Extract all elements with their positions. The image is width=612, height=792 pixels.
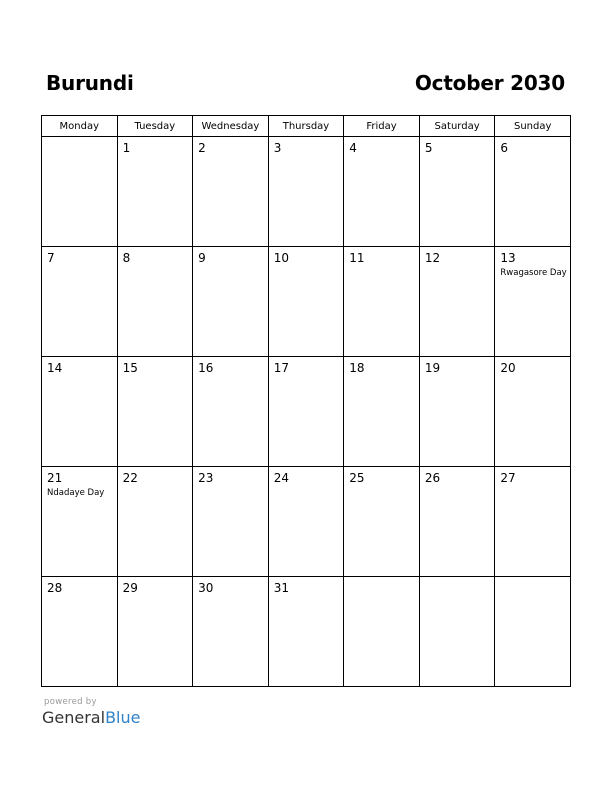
weekday-header: Wednesday [193,116,269,137]
weekday-header: Friday [344,116,420,137]
day-number: 11 [349,251,365,265]
weekday-header-row [42,116,571,137]
week-row [42,247,571,357]
calendar-grid [41,115,571,687]
day-number: 25 [349,471,365,485]
day-cell [419,577,495,687]
day-cell [495,577,571,687]
day-cell [42,357,118,467]
day-cell [268,357,344,467]
day-number: 7 [47,251,55,265]
day-cell [419,357,495,467]
brand-general-text: General [42,708,106,727]
day-number: 22 [122,471,138,485]
day-cell [495,357,571,467]
day-number: 3 [273,141,282,155]
day-cell [344,467,420,577]
day-cell [117,467,193,577]
day-cell [495,467,571,577]
brand-blue-text: Blue [105,708,141,727]
day-number: 28 [47,581,63,595]
day-cell [495,247,571,357]
day-number: 23 [198,471,214,485]
country-title: Burundi [46,71,134,95]
day-number: 13 [500,251,516,265]
day-cell [193,577,269,687]
day-number: 29 [122,581,138,595]
day-number: 5 [424,141,433,155]
day-cell [42,577,118,687]
day-number: 6 [500,141,509,155]
day-number: 26 [424,471,441,485]
day-cell [268,577,344,687]
day-number: 12 [424,251,441,265]
day-cell [419,467,495,577]
day-number: 9 [198,251,206,265]
holiday-label: Rwagasore Day [500,268,567,278]
generalblue-logo[interactable] [42,708,140,727]
weekday-header: Sunday [495,116,571,137]
day-number: 17 [273,361,289,375]
day-cell [42,247,118,357]
day-cell [117,247,193,357]
day-number: 4 [349,141,357,155]
day-cell [268,467,344,577]
week-row [42,137,571,247]
weekday-header: Monday [42,116,118,137]
weekday-header: Tuesday [117,116,193,137]
day-cell [193,137,269,247]
day-cell [117,357,193,467]
day-cell [344,247,420,357]
month-year-title: October 2030 [414,71,565,95]
day-number: 31 [273,581,289,595]
day-number: 19 [424,361,441,375]
day-cell [344,137,420,247]
day-number: 27 [500,471,516,485]
day-cell [495,137,571,247]
day-cell [268,137,344,247]
day-cell [193,247,269,357]
day-cell [42,137,118,247]
day-number: 21 [47,471,63,485]
day-cell [419,137,495,247]
day-number: 20 [500,361,516,375]
day-number: 10 [273,251,289,265]
week-row [42,467,571,577]
day-number: 18 [349,361,365,375]
day-number: 24 [273,471,289,485]
day-number: 8 [122,251,131,265]
day-cell [117,137,193,247]
day-number: 30 [198,581,214,595]
week-row [42,357,571,467]
day-cell [268,247,344,357]
day-cell [42,467,118,577]
day-number: 14 [47,361,63,375]
day-number: 15 [122,361,138,375]
day-cell [344,577,420,687]
day-cell [344,357,420,467]
powered-by-label: powered by [44,697,97,707]
day-cell [117,577,193,687]
weekday-header: Thursday [268,116,344,137]
day-number: 16 [198,361,214,375]
day-cell [193,467,269,577]
day-cell [419,247,495,357]
day-cell [193,357,269,467]
holiday-label: Ndadaye Day [47,488,105,498]
week-row [42,577,571,687]
day-number: 1 [122,141,131,155]
day-number: 2 [198,141,206,155]
weekday-header: Saturday [419,116,495,137]
